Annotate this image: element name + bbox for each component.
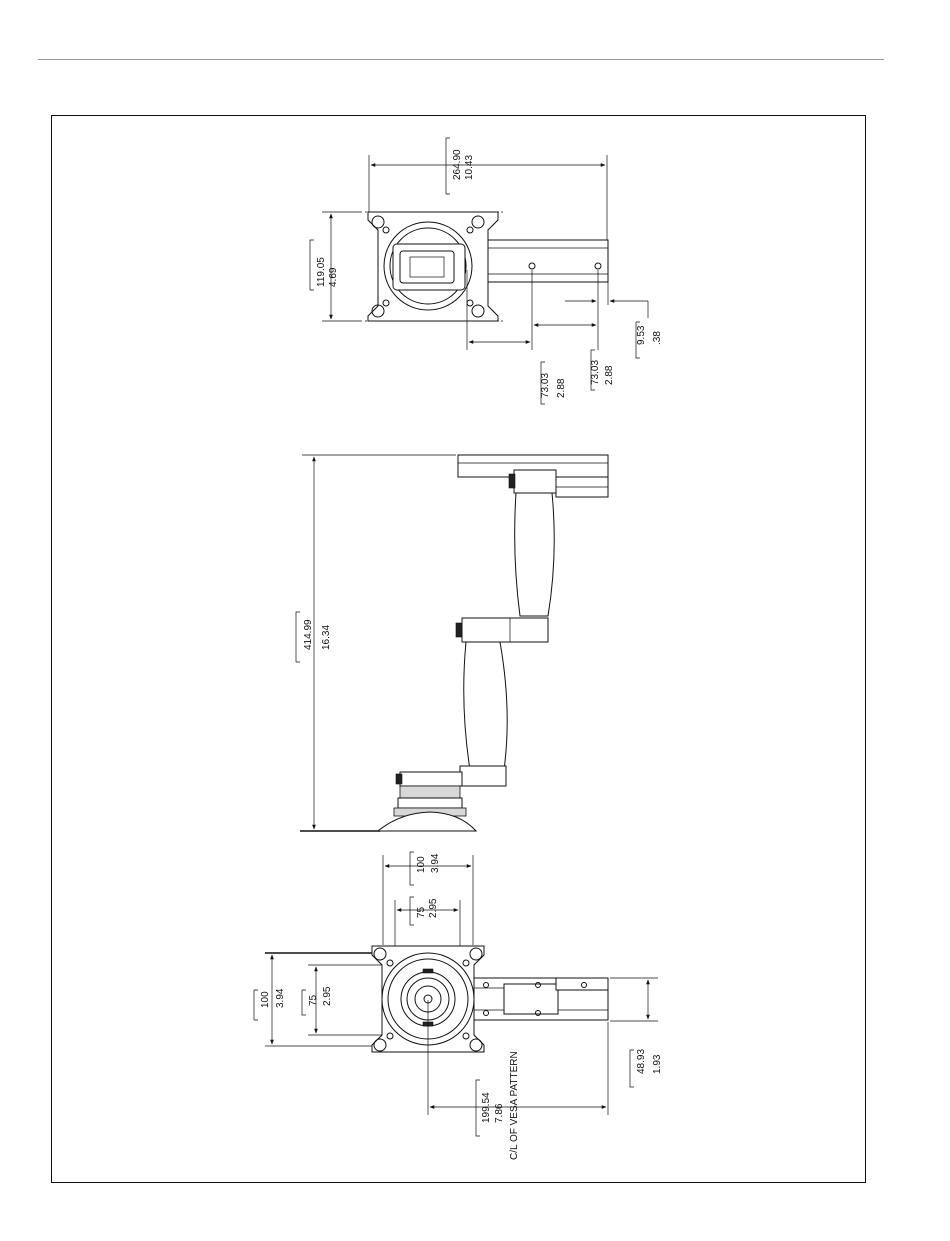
dim-cl-mm: 199.54 bbox=[481, 1092, 492, 1123]
dim-width-in: 10.43 bbox=[464, 154, 475, 180]
side-view bbox=[300, 455, 608, 831]
dim-hole2-mm: 73.03 bbox=[590, 359, 601, 385]
cl-vesa-caption: C/L OF VESA PATTERN bbox=[509, 1051, 520, 1160]
dim-hole1-mm: 73.03 bbox=[540, 372, 551, 398]
dim-offset-mm: 9.53 bbox=[636, 325, 647, 345]
dim-left-outer-in: 3.94 bbox=[275, 988, 286, 1008]
dim-height-mm: 119.05 bbox=[316, 257, 327, 287]
dim-total-height-mm: 414.99 bbox=[303, 619, 314, 650]
dim-arm-depth-in: 1.93 bbox=[652, 1054, 663, 1074]
dim-left-outer-mm: 100 bbox=[260, 991, 271, 1008]
dim-left-inner-in: 2.95 bbox=[322, 986, 333, 1006]
dim-vesa-inner-in: 2.95 bbox=[428, 898, 439, 918]
dim-cl-in: 7.86 bbox=[494, 1103, 505, 1123]
dim-height-in: 4.69 bbox=[328, 267, 339, 287]
dim-total-height-in: 16.34 bbox=[321, 624, 332, 650]
dim-width-mm: 264.90 bbox=[452, 149, 463, 180]
dim-arm-depth-mm: 48.93 bbox=[636, 1048, 647, 1074]
dim-vesa-outer-mm: 100 bbox=[416, 856, 427, 873]
top-view bbox=[322, 155, 648, 350]
dim-offset-in: .38 bbox=[652, 331, 663, 345]
dim-vesa-inner-mm: 75 bbox=[416, 906, 427, 918]
bottom-view bbox=[265, 855, 658, 1115]
dim-left-inner-mm: 75 bbox=[308, 994, 319, 1006]
dim-vesa-outer-in: 3.94 bbox=[430, 853, 441, 873]
dim-hole1-in: 2.88 bbox=[556, 378, 567, 398]
dim-hole2-in: 2.88 bbox=[604, 365, 615, 385]
